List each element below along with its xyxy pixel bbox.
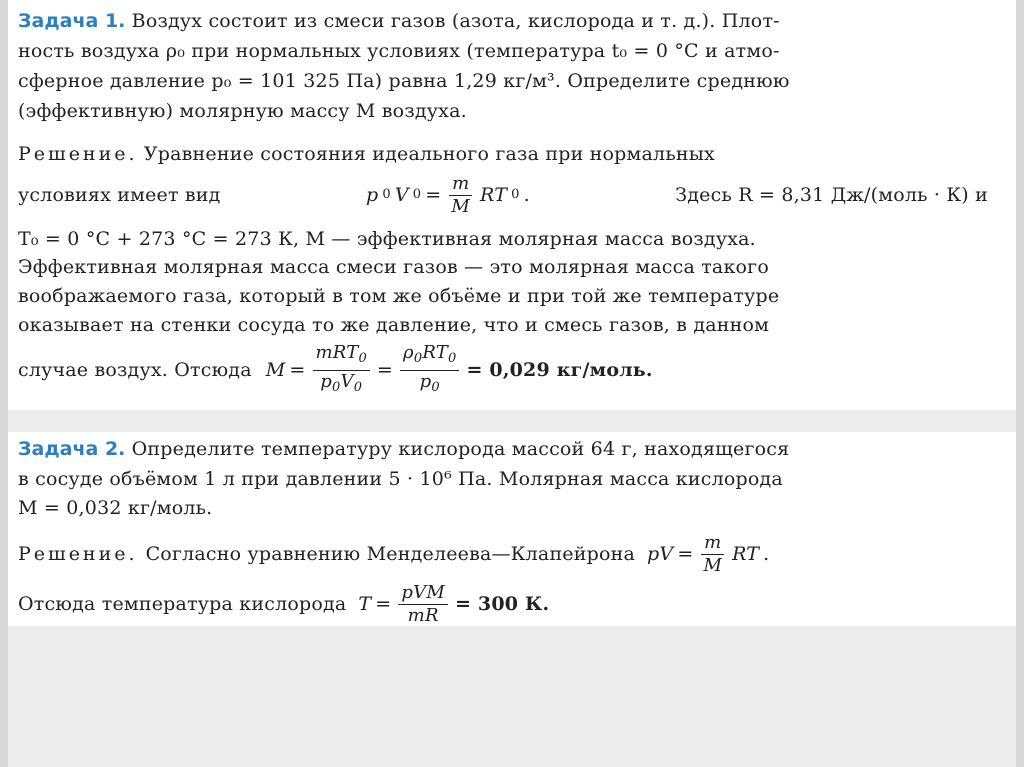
solution-text: Согласно уравнению Менделеева—Клапейрона bbox=[145, 543, 636, 565]
fraction-pVM-over-mR: $\frac{\text{pVM}}{mR}$ bbox=[398, 582, 448, 627]
solution-text: Уравнение состояния идеального газа при нормальных bbox=[143, 143, 715, 165]
fraction-rho0RT0-over-p0: $\frac{\rho_0RT_0}{p_0}$ bbox=[400, 342, 459, 399]
task2-solution-line bbox=[18, 532, 988, 576]
task2-text-line: в сосуде объёмом 1 л при давлении 5 · 10⁶ Па. Молярная масса кислорода bbox=[18, 468, 783, 490]
task1-text-line: сферное давление p₀ = 101 325 Па) равна 1,29 кг/м³. Определите среднюю bbox=[18, 70, 790, 92]
task1-text-line: Воздух состоит из смеси газов (азота, кислорода и т. д.). Плот- bbox=[131, 10, 780, 32]
task2-conclusion-line bbox=[18, 582, 988, 626]
solution-text: оказывает на стенки сосуда то же давление, что и смесь газов, в данном bbox=[18, 314, 770, 336]
task1-heading: Задача 1. bbox=[18, 10, 126, 32]
task2-block bbox=[8, 432, 1016, 626]
separator-band bbox=[8, 410, 1016, 432]
task1-solution-line2 bbox=[18, 172, 988, 217]
conclusion-text: Отсюда температура кислорода bbox=[18, 593, 347, 615]
task1-solution-line1 bbox=[18, 143, 988, 165]
temperature-equation: T = $\frac{\text{pVM}}{mR}$ = 300 К. bbox=[358, 581, 550, 626]
solution-text: Здесь R = 8,31 Дж/(моль · К) и bbox=[675, 184, 988, 206]
solution-label: Решение. bbox=[18, 543, 138, 565]
task2-line1 bbox=[18, 438, 988, 460]
solution-text: воображаемого газа, который в том же объёме и при той же температуре bbox=[18, 285, 780, 307]
task1-solution-final bbox=[18, 341, 988, 395]
task2-text-line: Определите температуру кислорода массой 64 г, находящегося bbox=[131, 438, 790, 460]
task2-result: = 300 К. bbox=[454, 593, 550, 615]
solution-text: случае воздух. Отсюда bbox=[18, 359, 252, 381]
task1-block bbox=[8, 0, 1016, 410]
task2-heading: Задача 2. bbox=[18, 438, 126, 460]
task2-text-line: M = 0,032 кг/моль. bbox=[18, 497, 213, 519]
fraction-m-over-M: $\frac{m}{M}$ bbox=[700, 532, 725, 577]
task1-text-line: (эффективную) молярную массу M воздуха. bbox=[18, 100, 467, 122]
solution-text: T₀ = 0 °C + 273 °C = 273 К, M — эффективная молярная масса воздуха. bbox=[18, 228, 756, 250]
fraction-mRT0-over-p0V0: $\frac{mRT_0}{p_0V_0}$ bbox=[313, 342, 370, 399]
solution-text: условиях имеет вид bbox=[18, 184, 221, 206]
bottom-gray-area bbox=[8, 626, 1016, 767]
solution-label: Решение. bbox=[18, 143, 138, 165]
fraction-m-over-M: $\frac{m}{M}$ bbox=[448, 173, 473, 218]
task1-text-line: ность воздуха ρ₀ при нормальных условиях (температура t₀ = 0 °C и атмо- bbox=[18, 40, 780, 62]
ideal-gas-equation: p 0 V 0 = $\frac{m}{M}$ RT 0 . bbox=[366, 172, 530, 217]
task1-result: = 0,029 кг/моль. bbox=[466, 359, 653, 381]
molar-mass-equation: M = $\frac{mRT_0}{p_0V_0}$ = $\frac{\rho_0RT_0}{p_0}$ = 0,029 кг/моль. bbox=[266, 342, 653, 399]
task1-line1 bbox=[18, 10, 988, 32]
mendeleev-clapeyron-equation: pV = $\frac{m}{M}$ RT . bbox=[647, 531, 770, 576]
solution-text: Эффективная молярная масса смеси газов — это молярная масса такого bbox=[18, 256, 769, 278]
